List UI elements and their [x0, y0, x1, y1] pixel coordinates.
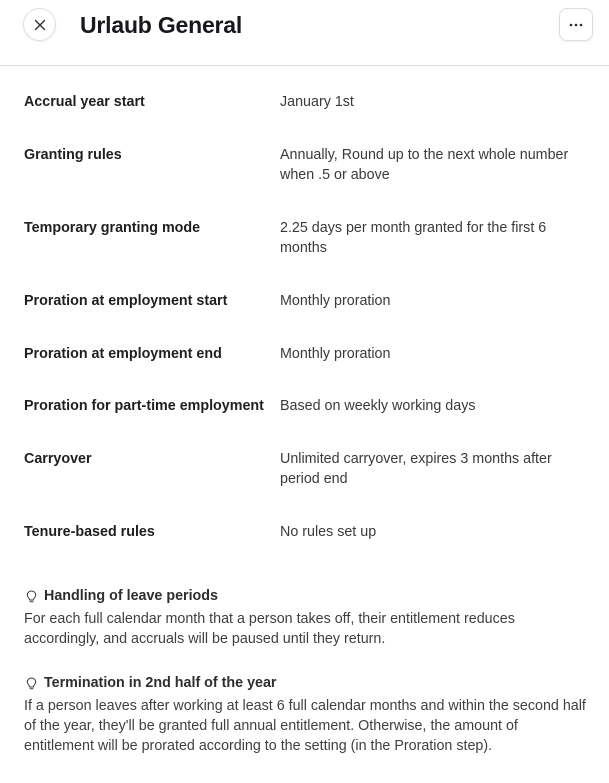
detail-value: January 1st — [280, 94, 354, 110]
detail-label: Proration for part-time employment — [24, 398, 264, 414]
hint-body: For each full calendar month that a person takes off, their entitlement reduces accordingly, and accruals will be paused until they return. — [24, 611, 515, 647]
detail-value: Based on weekly working days — [280, 398, 476, 414]
detail-value: Monthly proration — [280, 346, 391, 362]
detail-value: No rules set up — [280, 524, 377, 540]
detail-label: Tenure-based rules — [24, 524, 155, 540]
detail-value: Monthly proration — [280, 293, 391, 309]
lightbulb-icon — [26, 677, 37, 690]
hint-leave-periods — [24, 586, 589, 649]
detail-label: Granting rules — [24, 147, 122, 163]
detail-row-proration-part-time — [24, 396, 589, 449]
detail-label: Carryover — [24, 451, 92, 467]
detail-row-temporary-granting-mode — [24, 218, 589, 291]
hint-title-row — [24, 673, 589, 693]
detail-row-carryover — [24, 449, 589, 522]
page-title: Urlaub General — [80, 12, 243, 38]
detail-label: Proration at employment start — [24, 293, 228, 309]
hint-termination-second-half — [24, 673, 589, 756]
policy-details-list — [24, 92, 589, 575]
detail-label: Accrual year start — [24, 94, 145, 110]
close-button[interactable] — [23, 8, 56, 41]
detail-row-proration-start — [24, 291, 589, 344]
hint-title-row — [24, 586, 589, 606]
close-icon — [34, 19, 46, 31]
detail-value: 2.25 days per month granted for the first 6 months — [280, 220, 547, 256]
detail-label: Proration at employment end — [24, 346, 222, 362]
hint-title: Handling of leave periods — [44, 588, 218, 604]
detail-row-accrual-year-start — [24, 92, 589, 145]
detail-row-tenure-based-rules — [24, 522, 589, 575]
more-horizontal-icon — [569, 23, 583, 27]
more-options-button[interactable] — [559, 8, 593, 41]
lightbulb-icon — [26, 590, 37, 603]
detail-label: Temporary granting mode — [24, 220, 201, 236]
detail-value: Unlimited carryover, expires 3 months after period end — [280, 451, 552, 487]
header — [0, 0, 609, 66]
detail-value: Annually, Round up to the next whole number when .5 or above — [280, 147, 569, 183]
hint-body: If a person leaves after working at least 6 full calendar months and within the second half of the year, they'll be granted full annual entitlement. Otherwise, the amount of entitlement will be prorated according to the setting (in the Proration step). — [24, 698, 586, 754]
detail-row-proration-end — [24, 344, 589, 396]
hint-title: Termination in 2nd half of the year — [44, 675, 277, 691]
detail-row-granting-rules — [24, 145, 589, 218]
